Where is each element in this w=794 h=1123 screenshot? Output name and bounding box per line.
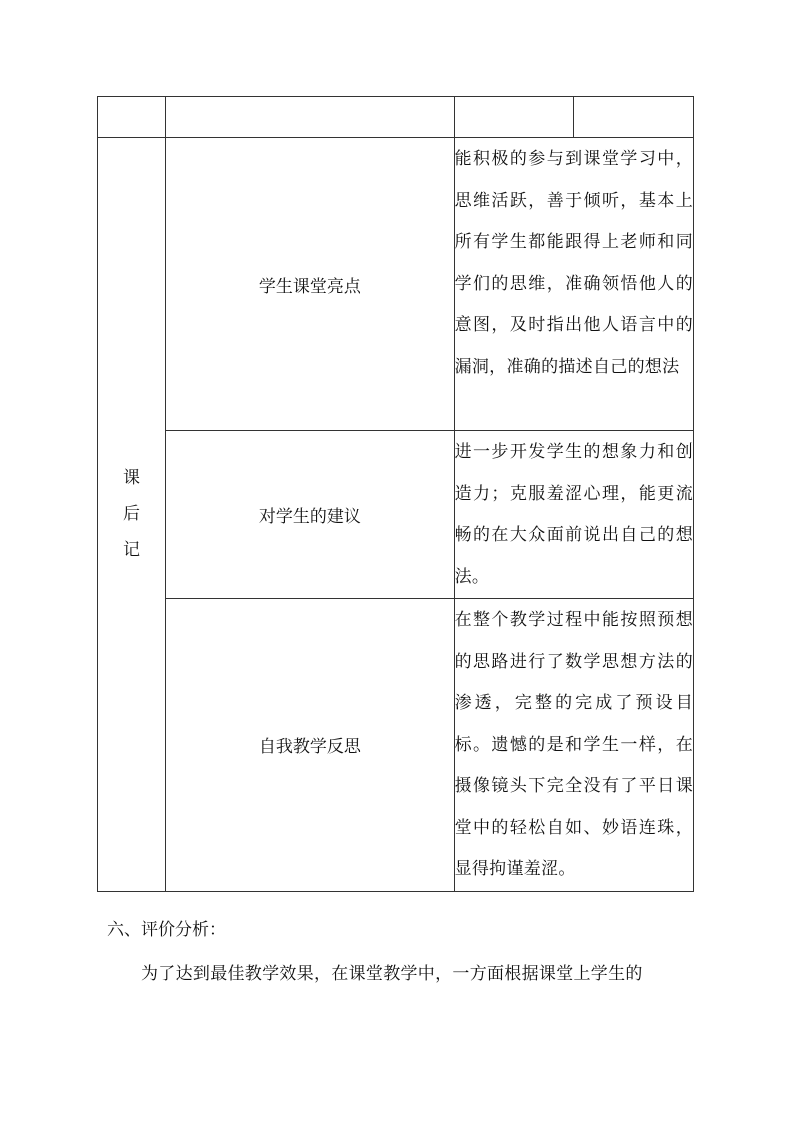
row-content-text: 在整个教学过程中能按照预想的思路进行了数学思想方法的渗透，完整的完成了预设目标。遗憾的是和学生一样，在摄像镜头下完全没有了平日课堂中的轻松自如、妙语连珠，显得拘谨羞涩。 xyxy=(454,610,693,879)
section-heading: 六、评价分析： xyxy=(107,920,226,940)
table-row xyxy=(98,599,694,892)
row-content xyxy=(454,138,693,431)
table-row xyxy=(98,431,694,599)
table-cell xyxy=(166,97,454,138)
table-cell xyxy=(98,97,166,138)
row-label: 对学生的建议 xyxy=(166,431,454,599)
row-label: 学生课堂亮点 xyxy=(166,138,454,431)
row-content xyxy=(454,431,693,599)
row-content-text: 进一步开发学生的想象力和创造力；克服羞涩心理，能更流畅的在大众面前说出自己的想法。 xyxy=(454,442,693,587)
row-content-text: 能积极的参与到课堂学习中，思维活跃，善于倾听，基本上所有学生都能跟得上老师和同学们的思维，准确领悟他人的意图，及时指出他人语言中的漏洞，准确的描述自己的想法 xyxy=(454,149,693,377)
row-label: 自我教学反思 xyxy=(166,599,454,892)
table-top-row xyxy=(98,97,694,138)
side-label-cell xyxy=(98,138,166,892)
table-row xyxy=(98,138,694,431)
table-cell xyxy=(573,97,693,138)
side-label-char: 课 xyxy=(123,468,141,489)
post-class-notes-table xyxy=(97,96,694,892)
table-cell xyxy=(454,97,573,138)
row-content xyxy=(454,599,693,892)
side-label-char: 记 xyxy=(123,540,141,561)
side-label-char: 后 xyxy=(123,504,141,525)
body-paragraph: 为了达到最佳教学效果，在课堂教学中，一方面根据课堂上学生的 xyxy=(141,964,643,984)
